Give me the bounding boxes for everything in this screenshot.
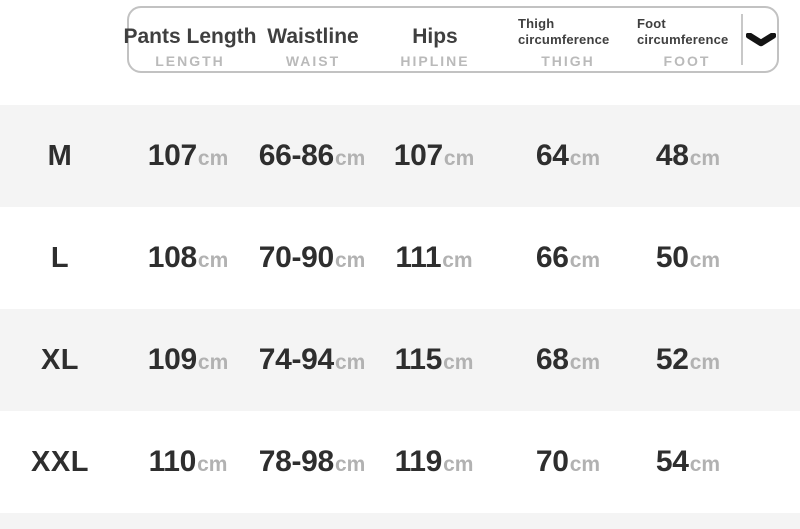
- length-cell: [120, 241, 256, 275]
- table-row-l: [0, 207, 800, 309]
- column-title: Waistline: [267, 24, 359, 48]
- waist-value: 66-86: [258, 139, 334, 172]
- waist-value: 74-94: [258, 343, 334, 376]
- column-header-thigh: [507, 8, 629, 71]
- thigh-value: 66: [535, 241, 569, 274]
- hips-value: 107: [393, 139, 443, 172]
- column-header-length: [123, 8, 257, 71]
- column-title-box: [518, 13, 618, 48]
- hips-cell: [368, 139, 500, 173]
- unit-label: cm: [334, 351, 366, 374]
- hips-cell: [368, 241, 500, 275]
- hips-value: 119: [394, 445, 443, 478]
- table-row-xxl: [0, 411, 800, 513]
- column-header-waist: [253, 8, 373, 71]
- unit-label: cm: [334, 249, 366, 272]
- size-label: M: [47, 139, 73, 172]
- unit-label: cm: [197, 351, 229, 374]
- size-label: XL: [40, 343, 80, 376]
- unit-label: cm: [443, 453, 474, 476]
- unit-label: cm: [197, 249, 229, 272]
- thigh-value: 70: [535, 445, 569, 478]
- thigh-cell: [500, 445, 636, 479]
- hips-cell: [368, 343, 500, 377]
- header-divider: [741, 14, 743, 65]
- foot-cell: [636, 139, 740, 173]
- foot-cell: [636, 343, 740, 377]
- column-subtitle: WAIST: [285, 53, 341, 69]
- unit-label: cm: [569, 147, 601, 170]
- chevron-down-icon: [746, 33, 776, 47]
- unit-label: cm: [689, 351, 721, 374]
- thigh-value: 68: [535, 343, 569, 376]
- hips-cell: [368, 445, 500, 479]
- waist-value: 70-90: [258, 241, 334, 274]
- waist-cell: [256, 343, 368, 377]
- column-subtitle: THIGH: [541, 53, 595, 69]
- table-row-m: [0, 105, 800, 207]
- length-cell: [120, 445, 256, 479]
- foot-cell: [636, 241, 740, 275]
- unit-label: cm: [689, 249, 721, 272]
- length-cell: [120, 139, 256, 173]
- thigh-cell: [500, 139, 636, 173]
- length-value: 110: [148, 445, 197, 478]
- column-title: Thigh circumference: [518, 15, 610, 47]
- unit-label: cm: [569, 453, 601, 476]
- thigh-cell: [500, 343, 636, 377]
- hips-value: 111: [395, 241, 442, 274]
- foot-cell: [636, 445, 740, 479]
- waist-cell: [256, 139, 368, 173]
- unit-label: cm: [443, 147, 475, 170]
- hips-value: 115: [394, 343, 443, 376]
- unit-label: cm: [689, 147, 721, 170]
- unit-label: cm: [334, 147, 366, 170]
- column-header-foot: [629, 8, 745, 71]
- waist-cell: [256, 445, 368, 479]
- unit-label: cm: [569, 249, 601, 272]
- length-cell: [120, 343, 256, 377]
- size-label: XXL: [31, 445, 89, 478]
- column-subtitle: LENGTH: [155, 53, 225, 69]
- column-subtitle: HIPLINE: [400, 53, 470, 69]
- column-title: Pants Length: [123, 24, 257, 48]
- foot-value: 52: [655, 343, 689, 376]
- length-value: 109: [147, 343, 197, 376]
- column-subtitle: FOOT: [663, 53, 711, 69]
- length-value: 107: [147, 139, 197, 172]
- column-title-box: [637, 13, 737, 48]
- length-value: 108: [147, 241, 197, 274]
- column-header-hips: [375, 8, 495, 71]
- unit-label: cm: [443, 351, 474, 374]
- size-chart-header: [0, 0, 800, 105]
- table-row-xl: [0, 309, 800, 411]
- foot-value: 48: [655, 139, 689, 172]
- column-title-box: [412, 13, 458, 48]
- waist-cell: [256, 241, 368, 275]
- unit-label: cm: [334, 453, 366, 476]
- size-label: L: [50, 241, 70, 274]
- unit-label: cm: [689, 453, 721, 476]
- foot-value: 54: [655, 445, 689, 478]
- foot-value: 50: [655, 241, 689, 274]
- unit-label: cm: [569, 351, 601, 374]
- unit-label: cm: [442, 249, 473, 272]
- column-title: Foot circumference: [637, 15, 729, 47]
- unit-label: cm: [197, 453, 228, 476]
- column-title-box: [124, 13, 257, 48]
- expand-button[interactable]: [745, 8, 777, 71]
- unit-label: cm: [197, 147, 229, 170]
- column-title: Hips: [412, 24, 458, 48]
- measurement-header-pill: [123, 6, 779, 73]
- column-title-box: [267, 13, 358, 48]
- table-row-partial: [0, 513, 800, 529]
- thigh-value: 64: [535, 139, 569, 172]
- waist-value: 78-98: [258, 445, 334, 478]
- thigh-cell: [500, 241, 636, 275]
